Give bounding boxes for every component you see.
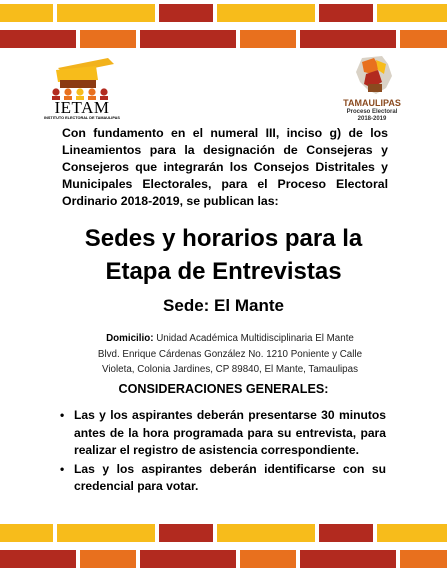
sede-heading: Sede: El Mante [163,296,284,315]
top-decorative-band [0,4,447,48]
considerations-heading: CONSIDERACIONES GENERALES: [118,382,329,396]
list-item [60,407,386,460]
tamaulipas-logo [332,54,412,126]
address-line-1: Unidad Académica Multidisciplinaria El Mante [156,333,354,344]
considerations-list [60,407,386,497]
address-line-2: Blvd. Enrique Cárdenas González No. 1210 Poniente y Calle [97,348,363,360]
tamaulipas-proceso-line: Proceso Electoral [346,109,398,115]
address-label: Domicilio: [106,333,154,344]
title-line-1: Sedes y horarios para la [84,225,363,252]
bullet-icon: • [60,461,65,476]
tamaulipas-year-line: 2018-2019 [357,116,387,122]
list-item-text: Las y los aspirantes deberán presentarse 30 minutos antes de la hora programada para su entrevista, para realizar el registro de asistencia correspondiente. [74,408,386,457]
ballot-box-icon [44,54,120,100]
bottom-decorative-band [0,524,447,568]
page-title [20,222,427,288]
bullet-icon: • [60,408,65,422]
address-block [70,331,390,378]
address-line-3: Violeta, Colonia Jardines, CP 89840, El Mante, Tamaulipas [102,364,358,375]
intro-paragraph: Con fundamento en el numeral III, inciso g) de los Lineamientos para la designación de Consejeras y Consejeros que integrarán los Consejos Distritales y Municipales Electorales, para el Proceso Electoral Ordinario 2018-2019, se publican las: [62,126,388,208]
ietam-subtitle: INSTITUTO ELECTORAL DE TAMAULIPAS [44,116,120,120]
list-item [60,461,386,496]
ietam-wordmark: IETAM [54,98,110,117]
title-line-2: Etapa de Entrevistas [105,258,342,285]
tamaulipas-wordmark: TAMAULIPAS [343,98,401,108]
list-item-text: Las y los aspirantes deberán identificarse con su credencial para votar. [74,461,386,493]
ietam-logo [44,54,120,124]
tamaulipas-map-icon [332,54,412,98]
